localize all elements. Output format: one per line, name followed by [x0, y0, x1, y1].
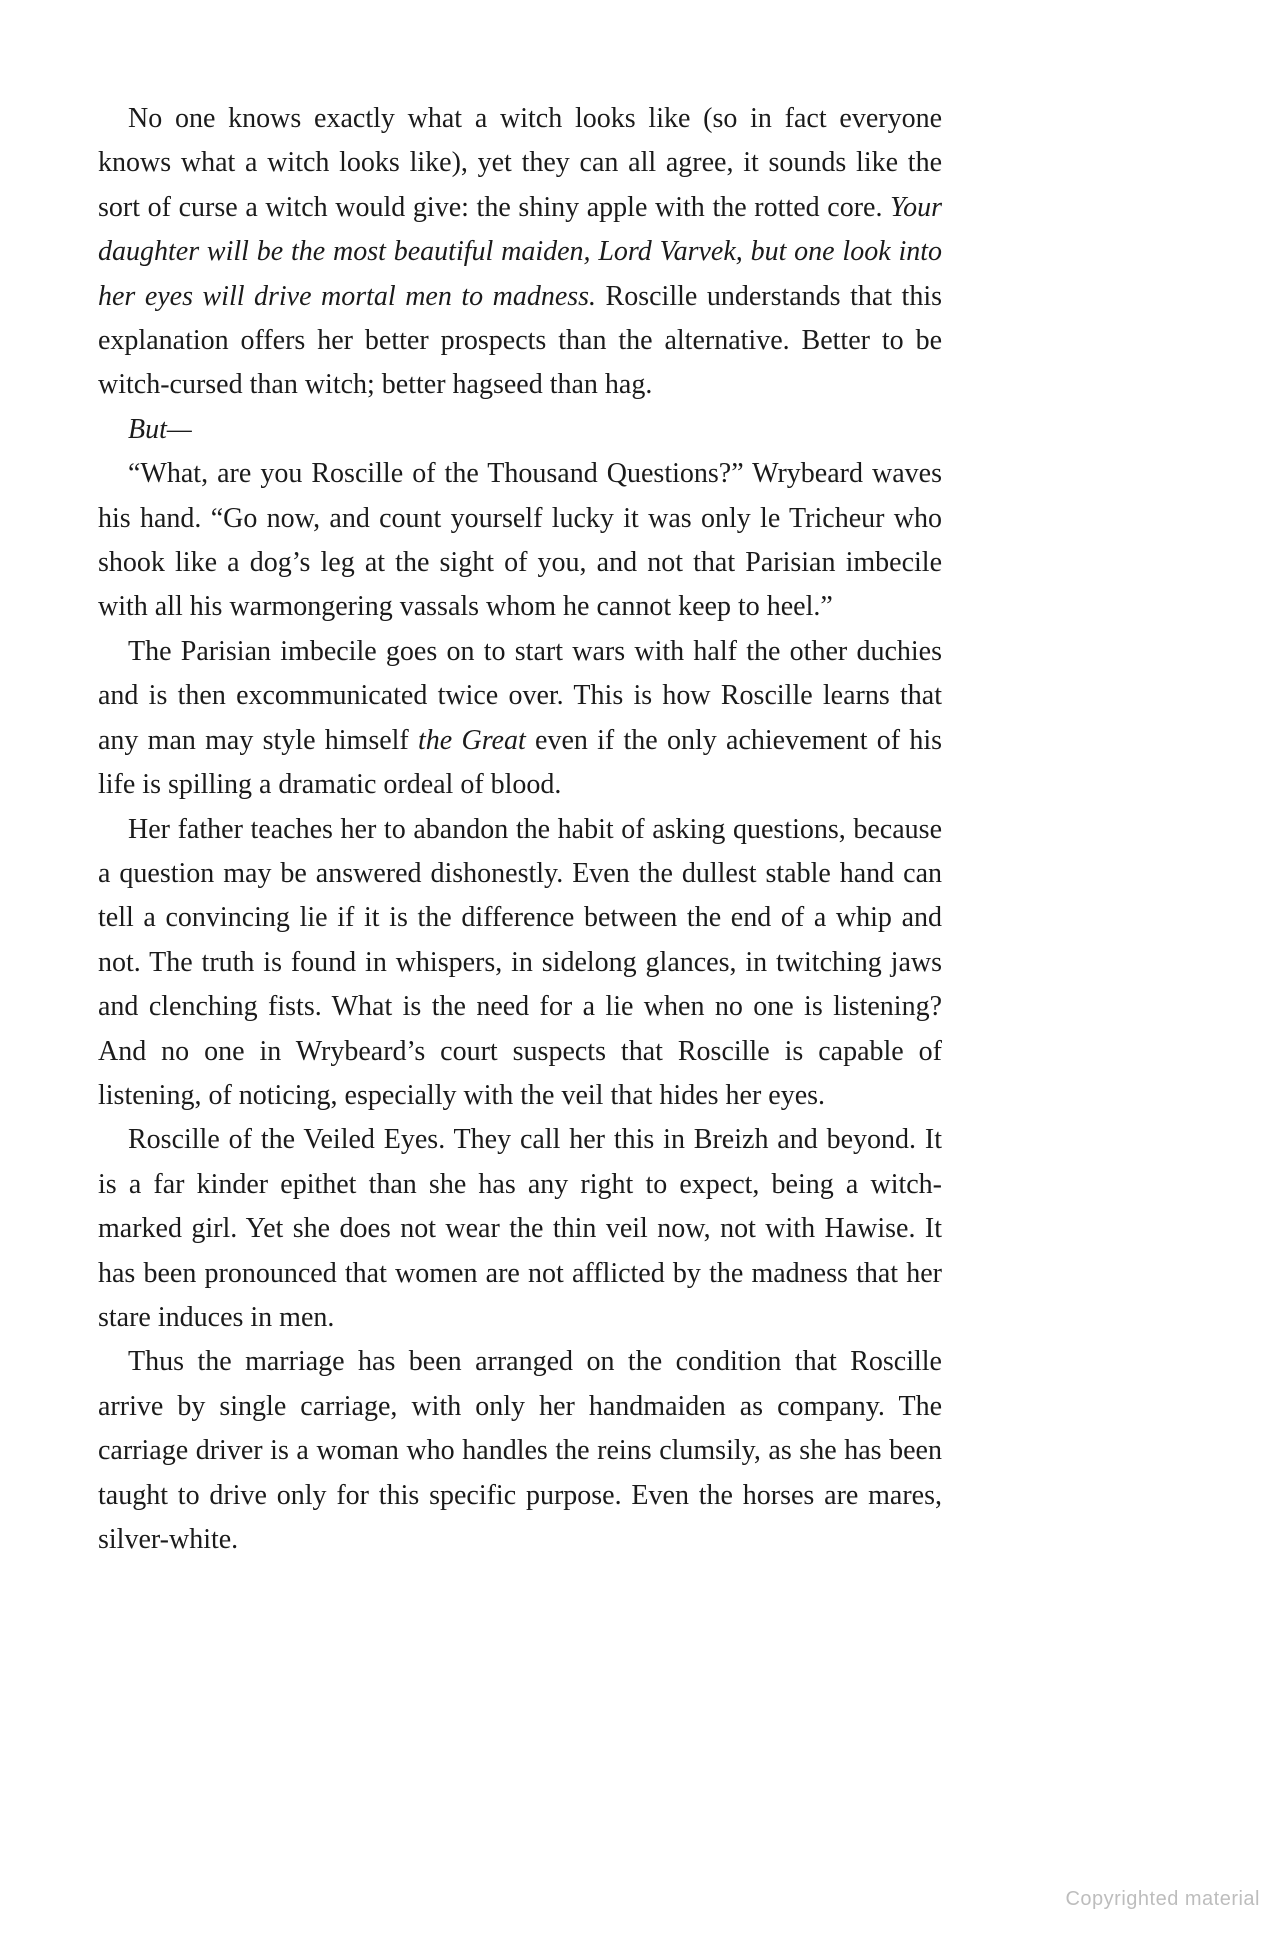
italic-text-run: Your daughter will be the most beautiful maiden, Lord Varvek, but one look into her eyes will drive mortal men to madness. [98, 191, 942, 312]
italic-text-run: the Great [418, 724, 526, 756]
paragraph [98, 630, 942, 808]
text-run: “What, are you Roscille of the Thousand Questions?” Wrybeard waves his hand. “Go now, and count yourself lucky it was only le Tricheur who shook like a dog’s leg at the sight of you, and not that Parisian imbecile with all his warmongering vassals whom he cannot keep to heel.” [98, 458, 942, 623]
paragraph [98, 452, 942, 630]
paragraph [98, 808, 942, 1119]
paragraph [98, 408, 942, 452]
text-run: Roscille understands that this explanation offers her better prospects than the alternative. Better to be witch-cursed than witch; better hagseed than hag. [98, 280, 942, 401]
copyright-watermark: Copyrighted material [1065, 1888, 1260, 1910]
text-run: Roscille of the Veiled Eyes. They call her this in Breizh and beyond. It is a far kinder epithet than she has any right to expect, being a witch-marked girl. Yet she does not wear the thin veil now, not with Hawise. It has been pronounced that women are not afflicted by the madness that her stare induces in men. [98, 1124, 942, 1333]
text-run: The Parisian imbecile goes on to start wars with half the other duchies and is then excommunicated twice over. This is how Roscille learns that any man may style himself [98, 635, 942, 756]
text-run: Her father teaches her to abandon the habit of asking questions, because a question may be answered dishonestly. Even the dullest stable hand can tell a convincing lie if it is the difference between the end of a whip and not. The truth is found in whispers, in sidelong glances, in twitching jaws and clenching fists. What is the need for a lie when no one is listening? And no one in Wrybeard’s court suspects that Roscille is capable of listening, of noticing, especially with the veil that hides her eyes. [98, 813, 942, 1111]
page-text-block [98, 97, 942, 1562]
paragraph [98, 1118, 942, 1340]
text-run: Thus the marriage has been arranged on the condition that Roscille arrive by single carriage, with only her handmaiden as company. The carriage driver is a woman who handles the reins clumsily, as she has been taught to drive only for this specific purpose. Even the horses are mares, silver-white. [98, 1346, 942, 1555]
paragraph [98, 97, 942, 408]
text-run: even if the only achievement of his life is spilling a dramatic ordeal of blood. [98, 724, 943, 801]
text-run: No one knows exactly what a witch looks like (so in fact everyone knows what a witch looks like), yet they can all agree, it sounds like the sort of curse a witch would give: the shiny apple with the rotted core. [98, 103, 942, 223]
paragraph [98, 1340, 942, 1562]
italic-text-run: But— [128, 413, 192, 445]
